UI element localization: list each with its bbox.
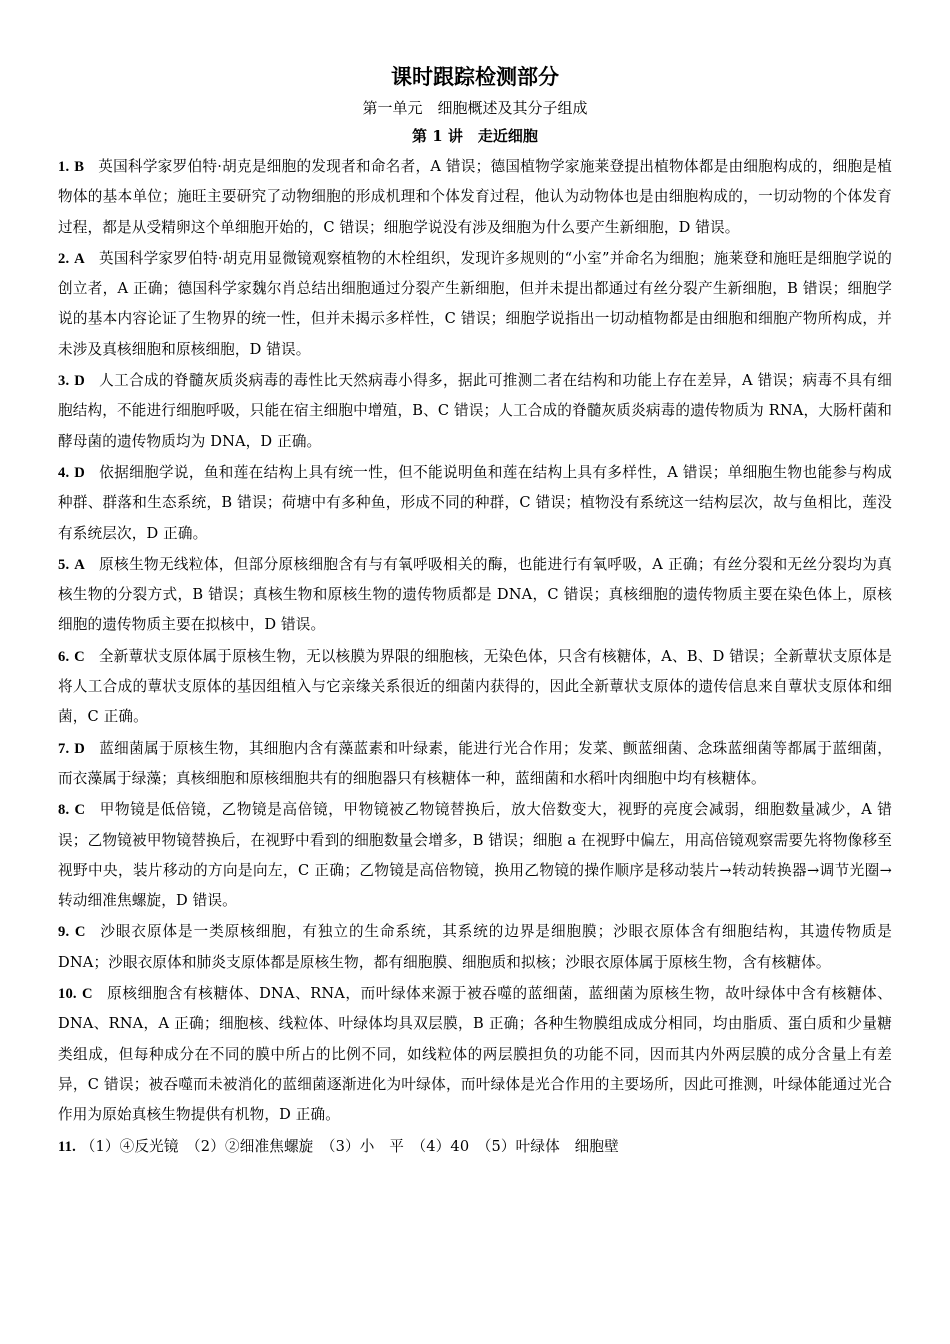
question-number: 2 xyxy=(58,250,66,267)
question-number: 10 xyxy=(58,986,73,1003)
explanation-text: 全新蕈状支原体属于原核生物，无以核膜为界限的细胞核，无染色体，只含有核糖体，A、B、D 错误；全新蕈状支原体是将人工合成的蕈状支原体的基因组植入与它亲缘关系很近的细菌内获得的，因此全新蕈状支原体的遗传信息来自蕈状支原体和细菌，C 正确。 xyxy=(58,647,893,726)
answer-letter: D xyxy=(74,740,85,757)
question-number: 5 xyxy=(58,556,66,573)
explanation-text: 原核细胞含有核糖体、DNA、RNA，而叶绿体来源于被吞噬的蓝细菌，蓝细菌为原核生物，故叶绿体中含有核糖体、DNA、RNA，A 正确；细胞核、线粒体、叶绿体均具双层膜，B 正确；各种生物膜组成成分相同，均由脂质、蛋白质和少量糖类组成，但每种成分在不同的膜中所占的比例不同，如线粒体的两层膜担负的功能不同，因而其内外两层膜的成分含量上有差异，C 错误；被吞噬而未被消化的蓝细菌逐渐进化为叶绿体，而叶绿体是光合作用的主要场所，因此可推测，叶绿体能通过光合作用为原始真核生物提供有机物，D 正确。 xyxy=(58,985,892,1124)
answer-letter: D xyxy=(74,464,85,481)
explanation-text: （1）④反光镜 （2）②细准焦螺旋 （3）小 平 （4）40 （5）叶绿体 细胞壁 xyxy=(80,1137,619,1155)
question-number: 8 xyxy=(58,802,66,819)
explanation-text: 人工合成的脊髓灰质炎病毒的毒性比天然病毒小得多，据此可推测二者在结构和功能上存在差异，A 错误；病毒不具有细胞结构，不能进行细胞呼吸，只能在宿主细胞中增殖，B、C 错误；人工合成的脊髓灰质炎病毒的遗传物质为 RNA，大肠杆菌和酵母菌的遗传物质均为 DNA，D 正确。 xyxy=(58,372,892,450)
question-item: 11. （1）④反光镜 （2）②细准焦螺旋 （3）小 平 （4）40 （5）叶绿体 细胞壁 xyxy=(58,1137,619,1155)
answer-letter: C xyxy=(74,802,86,819)
question-item: 4. D 依据细胞学说，鱼和莲在结构上具有统一性，但不能说明鱼和莲在结构上具有多样性，A 错误；单细胞生物也能参与构成种群、群落和生态系统，B 错误；荷塘中有多种鱼，形成不同的种群，C 错误；植物没有系统这一结构层次，故与鱼相比，莲没有系统层次，D 正确。 xyxy=(58,463,892,542)
question-number: 1 xyxy=(58,159,66,175)
unit-heading: 第一单元 细胞概述及其分子组成 xyxy=(362,99,588,117)
question-item: 5. A 原核生物无线粒体，但部分原核细胞含有与有氧呼吸相关的酶，也能进行有氧呼吸，A 正确；有丝分裂和无丝分裂均为真核生物的分裂方式，B 错误；真核生物和原核生物的遗传物质都是 DNA，C 错误；真核细胞的遗传物质主要在染色体上，原核细胞的遗传物质主要在拟核中，D 错误。 xyxy=(58,555,892,634)
page-title: 课时跟踪检测部分 xyxy=(391,64,559,89)
question-item: 1. B 英国科学家罗伯特·胡克是细胞的发现者和命名者，A 错误；德国植物学家施莱登提出植物体都是由细胞构成的，细胞是植物体的基本单位；施旺主要研究了动物细胞的形成机理和个体发育过程，他认为动物体也是由细胞构成的，一切动物的个体发育过程，都是从受精卵这个单细胞开始的，C 错误；细胞学说没有涉及细胞为什么要产生新细胞，D 错误。 xyxy=(58,158,892,236)
question-item: 2. A 英国科学家罗伯特·胡克用显微镜观察植物的木栓组织，发现许多规则的“小室”并命名为细胞；施莱登和施旺是细胞学说的创立者，A 正确；德国科学家魏尔肖总结出细胞通过分裂产生新细胞，但并未提出都通过有丝分裂产生新细胞，B 错误；细胞学说的基本内容论证了生物界的统一性，但并未揭示多样性，C 错误；细胞学说指出一切动植物都是由细胞和细胞产物所构成，并未涉及真核细胞和原核细胞，D 错误。 xyxy=(58,249,892,358)
answer-letter: A xyxy=(74,556,85,573)
explanation-text: 蓝细菌属于原核生物，其细胞内含有藻蓝素和叶绿素，能进行光合作用；发菜、颤蓝细菌、念珠蓝细菌等都属于蓝细菌，而衣藻属于绿藻；真核细胞和原核细胞共有的细胞器只有核糖体一种，蓝细菌和水稻叶肉细胞中均有核糖体。 xyxy=(58,739,892,787)
lecture-heading: 第 1 讲 走近细胞 xyxy=(412,127,538,145)
question-item: 9. C 沙眼衣原体是一类原核细胞，有独立的生命系统，其系统的边界是细胞膜；沙眼衣原体含有细胞结构，其遗传物质是 DNA；沙眼衣原体和肺炎支原体都是原核生物，都有细胞膜、细胞质和拟核；沙眼衣原体属于原核生物，含有核糖体。 xyxy=(58,923,893,971)
question-number: 7 xyxy=(58,740,66,757)
question-number: 4 xyxy=(58,464,66,481)
explanation-text: 沙眼衣原体是一类原核细胞，有独立的生命系统，其系统的边界是细胞膜；沙眼衣原体含有细胞结构，其遗传物质是 DNA；沙眼衣原体和肺炎支原体都是原核生物，都有细胞膜、细胞质和拟核；沙眼衣原体属于原核生物，含有核糖体。 xyxy=(58,923,893,971)
answer-list xyxy=(58,152,892,1162)
question-item: 8. C 甲物镜是低倍镜，乙物镜是高倍镜，甲物镜被乙物镜替换后，放大倍数变大，视野的亮度会减弱，细胞数量减少，A 错误；乙物镜被甲物镜替换后，在视野中看到的细胞数量会增多，B 错误；细胞 a 在视野中偏左，用高倍镜观察需要先将物像移至视野中央，装片移动的方向是向左，C 正确；乙物镜是高倍物镜，换用乙物镜的操作顺序是移动装片→转动转换器→调节光圈→转动细准焦螺旋，D 错误。 xyxy=(58,801,892,910)
answer-letter: C xyxy=(81,986,93,1003)
question-number: 11 xyxy=(58,1138,73,1155)
explanation-text: 依据细胞学说，鱼和莲在结构上具有统一性，但不能说明鱼和莲在结构上具有多样性，A 错误；单细胞生物也能参与构成种群、群落和生态系统，B 错误；荷塘中有多种鱼，形成不同的种群，C 错误；植物没有系统这一结构层次，故与鱼相比，莲没有系统层次，D 正确。 xyxy=(58,463,892,542)
explanation-text: 原核生物无线粒体，但部分原核细胞含有与有氧呼吸相关的酶，也能进行有氧呼吸，A 正确；有丝分裂和无丝分裂均为真核生物的分裂方式，B 错误；真核生物和原核生物的遗传物质都是 DNA，C 错误；真核细胞的遗传物质主要在染色体上，原核细胞的遗传物质主要在拟核中，D 错误。 xyxy=(58,555,892,634)
question-item: 10. C 原核细胞含有核糖体、DNA、RNA，而叶绿体来源于被吞噬的蓝细菌，蓝细菌为原核生物，故叶绿体中含有核糖体、DNA、RNA，A 正确；细胞核、线粒体、叶绿体均具双层膜，B 正确；各种生物膜组成成分相同，均由脂质、蛋白质和少量糖类组成，但每种成分在不同的膜中所占的比例不同，如线粒体的两层膜担负的功能不同，因而其内外两层膜的成分含量上有差异，C 错误；被吞噬而未被消化的蓝细菌逐渐进化为叶绿体，而叶绿体是光合作用的主要场所，因此可推测，叶绿体能通过光合作用为原始真核生物提供有机物，D 正确。 xyxy=(58,985,892,1124)
answer-letter: C xyxy=(74,648,85,665)
question-item: 7. D 蓝细菌属于原核生物，其细胞内含有藻蓝素和叶绿素，能进行光合作用；发菜、颤蓝细菌、念珠蓝细菌等都属于蓝细菌，而衣藻属于绿藻；真核细胞和原核细胞共有的细胞器只有核糖体一种，蓝细菌和水稻叶肉细胞中均有核糖体。 xyxy=(58,739,892,787)
answer-letter: C xyxy=(74,924,86,941)
explanation-text: 英国科学家罗伯特·胡克是细胞的发现者和命名者，A 错误；德国植物学家施莱登提出植物体都是由细胞构成的，细胞是植物体的基本单位；施旺主要研究了动物细胞的形成机理和个体发育过程，他认为动物体也是由细胞构成的，一切动物的个体发育过程，都是从受精卵这个单细胞开始的，C 错误；细胞学说没有涉及细胞为什么要产生新细胞，D 错误。 xyxy=(58,158,892,236)
explanation-text: 英国科学家罗伯特·胡克用显微镜观察植物的木栓组织，发现许多规则的“小室”并命名为细胞；施莱登和施旺是细胞学说的创立者，A 正确；德国科学家魏尔肖总结出细胞通过分裂产生新细胞，但并未提出都通过有丝分裂产生新细胞，B 错误；细胞学说的基本内容论证了生物界的统一性，但并未揭示多样性，C 错误；细胞学说指出一切动植物都是由细胞和细胞产物所构成，并未涉及真核细胞和原核细胞，D 错误。 xyxy=(58,249,892,358)
question-item: 6. C 全新蕈状支原体属于原核生物，无以核膜为界限的细胞核，无染色体，只含有核糖体，A、B、D 错误；全新蕈状支原体是将人工合成的蕈状支原体的基因组植入与它亲缘关系很近的细菌内获得的，因此全新蕈状支原体的遗传信息来自蕈状支原体和细菌，C 正确。 xyxy=(58,647,893,726)
answer-letter: D xyxy=(74,373,85,390)
question-number: 3 xyxy=(58,373,66,390)
question-number: 9 xyxy=(58,924,66,941)
question-item: 3. D 人工合成的脊髓灰质炎病毒的毒性比天然病毒小得多，据此可推测二者在结构和功能上存在差异，A 错误；病毒不具有细胞结构，不能进行细胞呼吸，只能在宿主细胞中增殖，B、C 错误；人工合成的脊髓灰质炎病毒的遗传物质为 RNA，大肠杆菌和酵母菌的遗传物质均为 DNA，D 正确。 xyxy=(58,372,892,450)
answer-letter: A xyxy=(74,250,85,267)
question-number: 6 xyxy=(58,648,66,665)
answer-letter: B xyxy=(74,159,85,175)
explanation-text: 甲物镜是低倍镜，乙物镜是高倍镜，甲物镜被乙物镜替换后，放大倍数变大，视野的亮度会减弱，细胞数量减少，A 错误；乙物镜被甲物镜替换后，在视野中看到的细胞数量会增多，B 错误；细胞 a 在视野中偏左，用高倍镜观察需要先将物像移至视野中央，装片移动的方向是向左，C 正确；乙物镜是高倍物镜，换用乙物镜的操作顺序是移动装片→转动转换器→调节光圈→转动细准焦螺旋，D 错误。 xyxy=(58,801,892,910)
document-page xyxy=(58,60,892,1163)
